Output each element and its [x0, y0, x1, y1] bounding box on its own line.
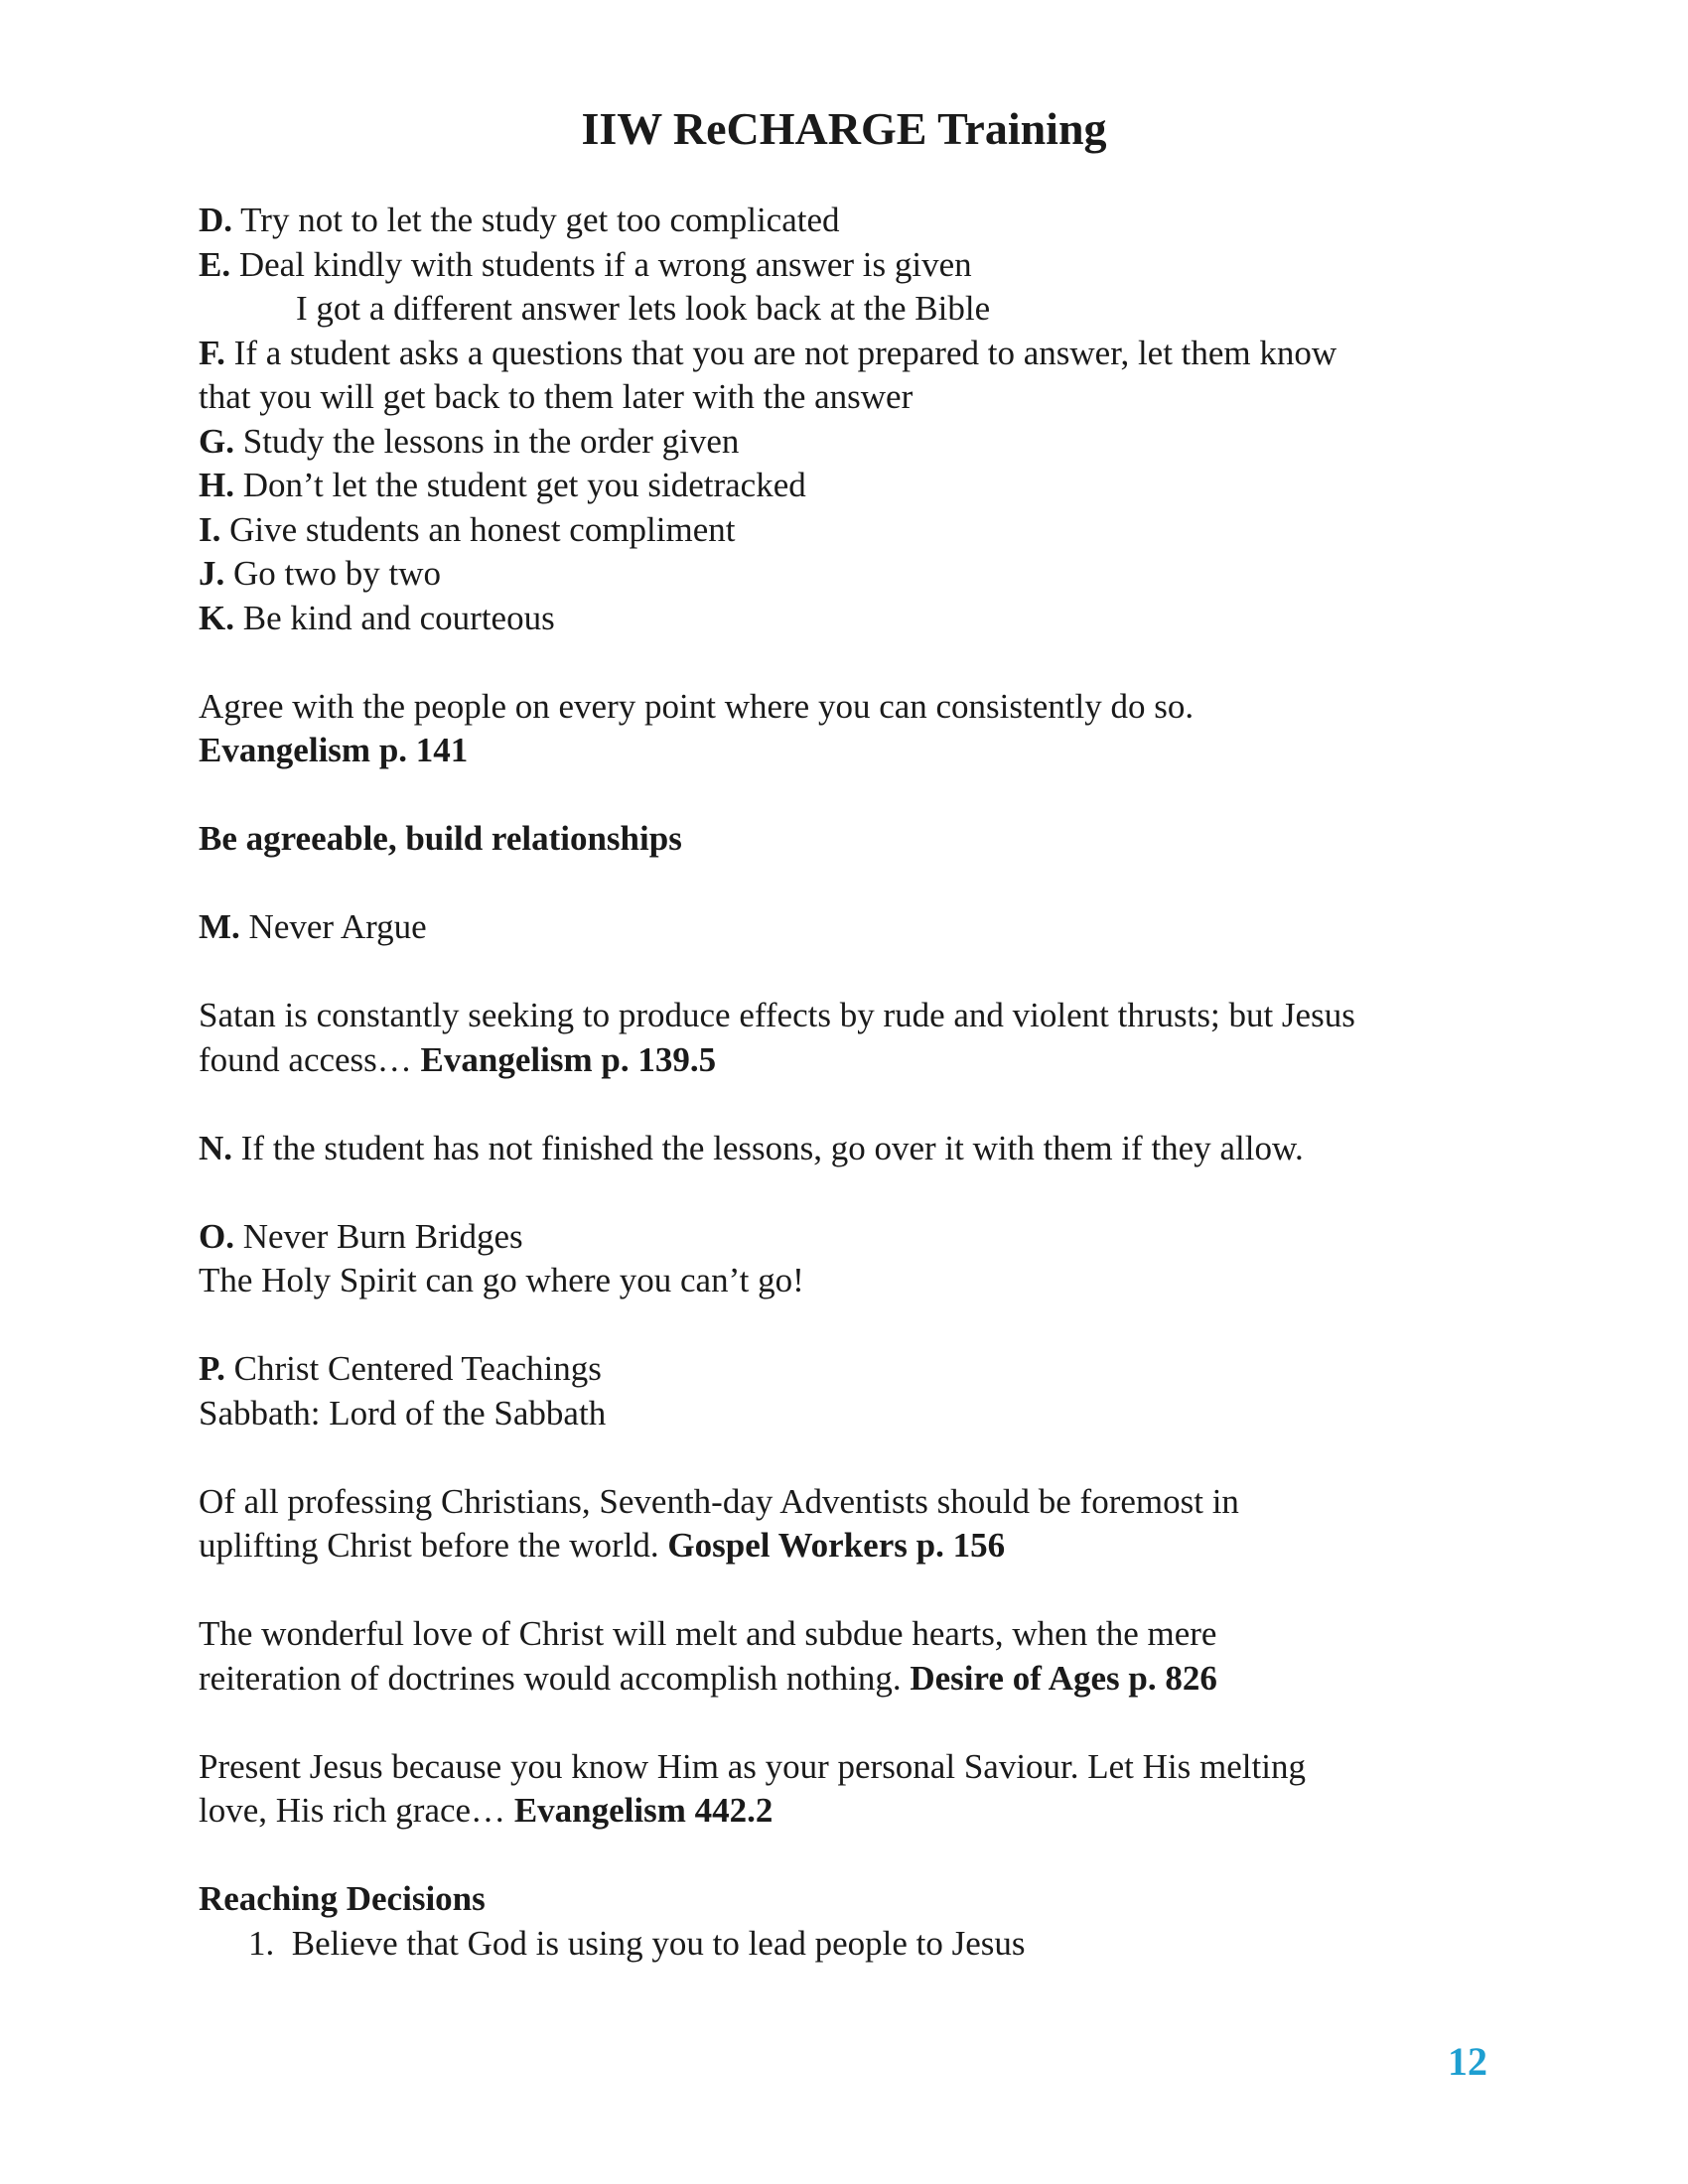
quote-text: uplifting Christ before the world. — [199, 1526, 668, 1565]
page-content — [199, 199, 1509, 1966]
list-item-e-subtext: I got a different answer lets look back at the Bible — [296, 289, 991, 328]
spacer — [199, 950, 1509, 995]
list-item-i — [199, 508, 1509, 553]
item-text: Never Burn Bridges — [233, 1216, 523, 1256]
item-letter: I. — [199, 509, 221, 549]
item-text: Try not to let the study get too complicated — [232, 201, 840, 239]
quote-text: Satan is constantly seeking to produce effects by rude and violent thrusts; but Jesus — [199, 996, 1355, 1034]
quote-text: Present Jesus because you know Him as your personal Saviour. Let His melting — [199, 1746, 1306, 1786]
list-item-f — [199, 332, 1509, 376]
section-subheading: Be agreeable, build relationships — [199, 819, 682, 858]
item-letter: K. — [199, 598, 234, 637]
item-letter: D. — [199, 201, 233, 239]
list-item-k — [199, 597, 1509, 641]
item-text: Never Argue — [239, 907, 427, 946]
item-text: Go two by two — [224, 554, 442, 593]
item-text: Be kind and courteous — [233, 598, 555, 637]
item-letter: E. — [199, 244, 231, 284]
spacer — [199, 1303, 1509, 1348]
list-item-o — [199, 1215, 1509, 1260]
quote-source: Desire of Ages p. 826 — [910, 1658, 1217, 1698]
list-item-e — [199, 243, 1509, 288]
list-item-f-continuation: that you will get back to them later with the answer — [199, 377, 914, 416]
list-item-j — [199, 552, 1509, 597]
item-text: If a student asks a questions that you are not prepared to answer, let them know — [224, 333, 1337, 372]
quote-text: The wonderful love of Christ will melt and subdue hearts, when the mere — [199, 1614, 1217, 1653]
list-item-o-subtext: The Holy Spirit can go where you can’t go! — [199, 1261, 804, 1299]
quote-text-continuation — [199, 1789, 1509, 1834]
item-text: If the student has not finished the lessons, go over it with them if they allow. — [232, 1128, 1304, 1167]
list-number: 1. — [248, 1923, 275, 1963]
spacer — [199, 1834, 1509, 1878]
item-letter: F. — [199, 333, 225, 372]
spacer — [199, 773, 1509, 818]
spacer — [199, 1435, 1509, 1480]
spacer — [199, 1569, 1509, 1613]
quote-text-continuation — [199, 1038, 1509, 1083]
item-text: Deal kindly with students if a wrong answer is given — [230, 244, 972, 284]
section-subheading: Reaching Decisions — [199, 1879, 486, 1918]
item-text: Don’t let the student get you sidetracked — [233, 466, 806, 504]
item-letter: G. — [199, 421, 234, 461]
page-number: 12 — [1448, 2039, 1487, 2084]
spacer — [199, 862, 1509, 906]
quote-text: love, His rich grace… — [199, 1791, 514, 1830]
item-text: Christ Centered Teachings — [224, 1349, 602, 1388]
item-text: Give students an honest compliment — [220, 509, 736, 549]
quote-text: reiteration of doctrines would accomplish nothing. — [199, 1658, 911, 1698]
numbered-list-item — [199, 1922, 1509, 1967]
spacer — [199, 640, 1509, 685]
list-item-p — [199, 1347, 1509, 1392]
item-letter: P. — [199, 1349, 225, 1388]
item-letter: O. — [199, 1216, 234, 1256]
quote-text: Agree with the people on every point where you can consistently do so. — [199, 686, 1195, 726]
quote-source: Evangelism 442.2 — [513, 1791, 774, 1830]
item-letter: M. — [199, 907, 240, 946]
item-text: Study the lessons in the order given — [233, 421, 740, 461]
item-letter: J. — [199, 554, 225, 593]
quote-text: found access… — [199, 1039, 421, 1079]
quote-text: Of all professing Christians, Seventh-day Adventists should be foremost in — [199, 1481, 1239, 1521]
spacer — [199, 1170, 1509, 1215]
spacer — [199, 1082, 1509, 1127]
page-title: IIW ReCHARGE Training — [581, 103, 1107, 154]
item-letter: N. — [199, 1128, 233, 1167]
list-item-p-subtext: Sabbath: Lord of the Sabbath — [199, 1393, 607, 1433]
quote-text-continuation — [199, 1524, 1509, 1569]
list-item-text: Believe that God is using you to lead people to Jesus — [291, 1923, 1026, 1963]
list-item-h — [199, 464, 1509, 508]
quote-source: Evangelism p. 139.5 — [420, 1039, 717, 1079]
quote-source: Gospel Workers p. 156 — [667, 1526, 1006, 1565]
item-letter: H. — [199, 466, 234, 504]
quote-source: Evangelism p. 141 — [199, 731, 469, 769]
list-item-d — [199, 199, 1509, 243]
list-item-m — [199, 905, 1509, 950]
list-item-n — [199, 1127, 1509, 1171]
quote-text-continuation — [199, 1657, 1509, 1702]
list-item-g — [199, 420, 1509, 465]
spacer — [199, 1701, 1509, 1745]
